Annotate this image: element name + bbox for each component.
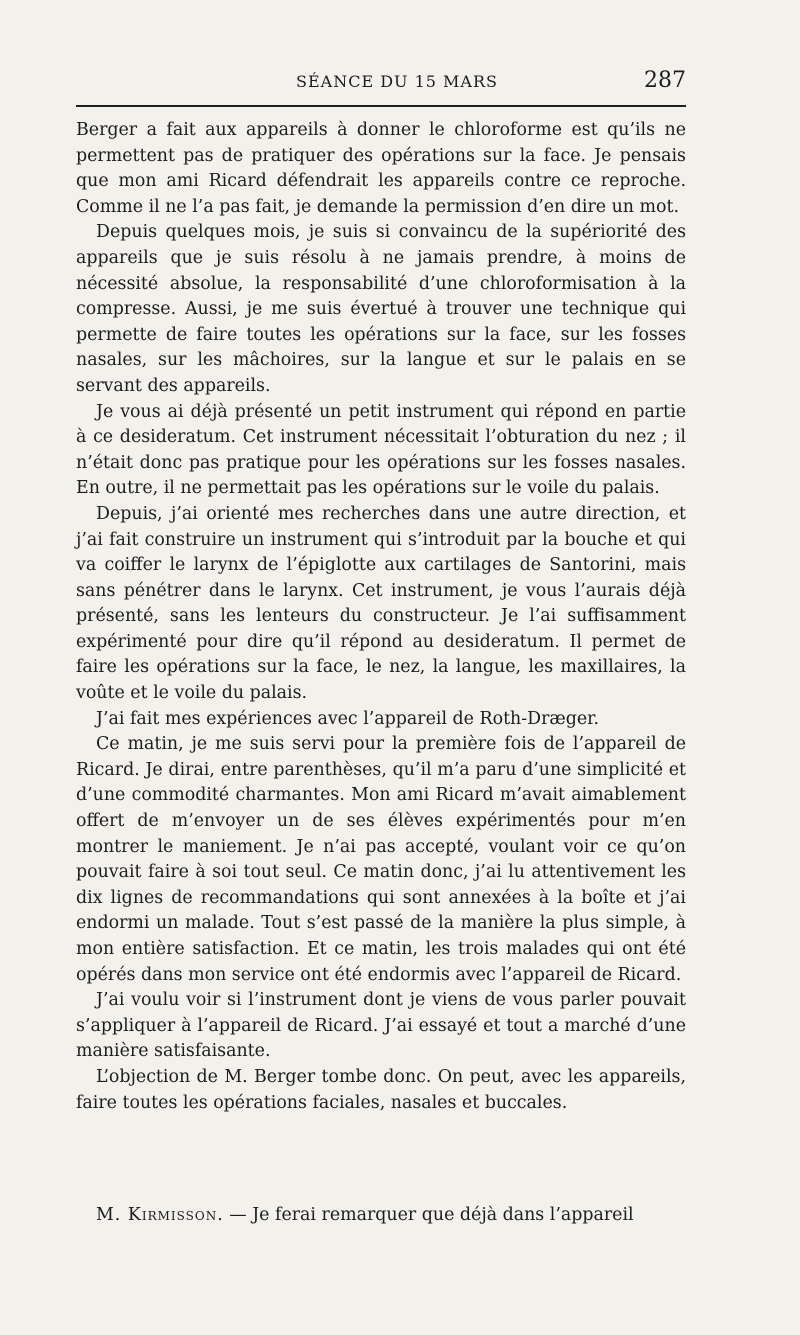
speaker-intervention <box>76 1203 686 1229</box>
page-header <box>76 64 686 104</box>
paragraph-2: Depuis quelques mois, je suis si convaincu de la supériorité des appareils que je suis résolu à ne jamais prendre, à moins de nécessité absolue, la responsabilité d’une chloroformisation à la compresse. Aussi, je me suis évertué à trouver une technique qui permette de faire toutes les opérations sur la face, sur les fosses nasales, sur les mâchoires, sur la langue et sur le palais en se servant des appareils. <box>76 222 686 396</box>
paragraph-1: Berger a fait aux appareils à donner le chloroforme est qu’ils ne permettent pas de pratiquer des opérations sur la face. Je pensais que mon ami Ricard défendrait les appareils contre ce reproche. Comme il ne l’a pas fait, je demande la permission d’en dire un mot. <box>76 120 686 217</box>
paragraph-5: J’ai fait mes expériences avec l’appareil de Roth-Dræger. <box>96 708 600 729</box>
body-text <box>76 118 686 1116</box>
running-head: SÉANCE DU 15 MARS <box>296 72 498 91</box>
header-rule <box>76 105 686 107</box>
page-number: 287 <box>644 68 686 93</box>
paragraph-4: Depuis, j’ai orienté mes recherches dans une autre direction, et j’ai fait construire un instrument qui s’introduit par la bouche et qui va coiffer le larynx de l’épiglotte aux cartilages de Santorini, mais sans pénétrer dans le larynx. Cet instrument, je vous l’aurais déjà présenté, sans les lenteurs du constructeur. Je l’ai suffisamment expérimenté pour dire qu’il répond au desideratum. Il permet de faire les opérations sur la face, le nez, la langue, les maxillaires, la voûte et le voile du palais. <box>76 503 686 704</box>
paragraph-8: L’objection de M. Berger tombe donc. On peut, avec les appareils, faire toutes les opérations faciales, nasales et buccales. <box>76 1066 686 1113</box>
paragraph-7: J’ai voulu voir si l’instrument dont je viens de vous parler pouvait s’appliquer à l’appareil de Ricard. J’ai essayé et tout a marché d’une manière satisfaisante. <box>76 990 686 1062</box>
speaker-name: M. Kirmisson. <box>96 1205 224 1225</box>
paragraph-3: Je vous ai déjà présenté un petit instrument qui répond en partie à ce desideratum. Cet instrument nécessitait l’obturation du nez ; il n’était donc pas pratique pour les opérations sur les fosses nasales. En outre, il ne permettait pas les opérations sur le voile du palais. <box>76 401 686 499</box>
intervention-text: — Je ferai remarquer que déjà dans l’appareil <box>223 1205 634 1225</box>
intervention-paragraph <box>76 1203 686 1229</box>
paragraph-6: Ce matin, je me suis servi pour la première fois de l’appareil de Ricard. Je dirai, entre parenthèses, qu’il m’a paru d’une simplicité et d’une commodité charmantes. Mon ami Ricard m’avait aimablement offert de m’envoyer un de ses élèves expérimentés pour m’en montrer le maniement. Je n’ai pas accepté, voulant voir ce qu’on pouvait faire à soi tout seul. Ce matin donc, j’ai lu attentivement les dix lignes de recommandations qui sont annexées à la boîte et j’ai endormi un malade. Tout s’est passé de la manière la plus simple, à mon entière satisfaction. Et ce matin, les trois malades qui ont été opérés dans mon service ont été endormis avec l’appareil de Ricard. <box>76 734 686 985</box>
